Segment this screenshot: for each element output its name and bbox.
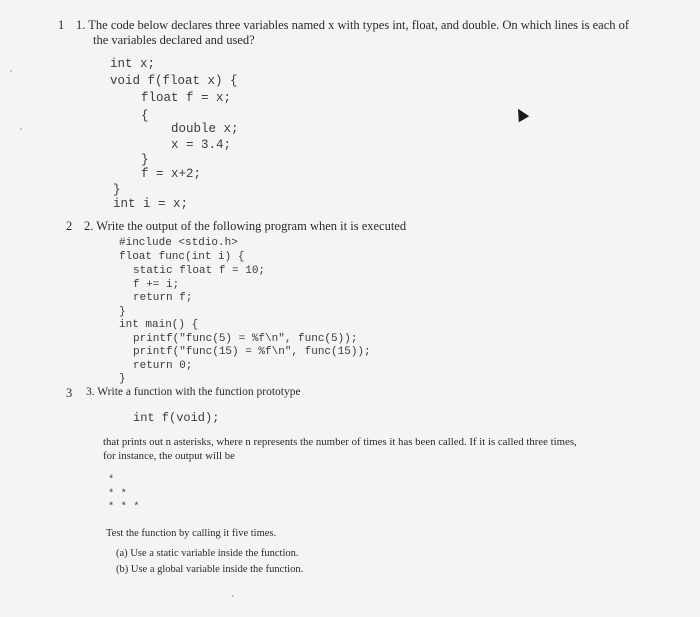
q3-desc-line1: that prints out n asterisks, where n represents the number of times it has been called. If it is called three times, <box>103 436 577 448</box>
q1-code-line: double x; <box>171 122 239 136</box>
q3-part-a: (a) Use a static variable inside the function. <box>116 548 299 559</box>
speck <box>20 128 22 130</box>
q2-heading: 2. Write the output of the following program when it is executed <box>84 219 407 233</box>
q2-code-line: } <box>119 373 126 385</box>
q2-code-line: return f; <box>133 292 193 304</box>
q3-stars-line: * * <box>108 488 127 500</box>
q3-prototype: int f(void); <box>133 411 220 425</box>
speck <box>10 70 12 72</box>
q2-code-line: f += i; <box>133 279 180 291</box>
q2-outer-number: 2 <box>66 219 73 233</box>
q1-text-line1: 1. The code below declares three variables named x with types int, float, and double. On which lines is each of <box>76 18 630 32</box>
q3-stars-line: * * * <box>108 501 140 513</box>
q2-code-line: float func(int i) { <box>119 251 245 263</box>
q3-stars-line: * <box>108 474 115 486</box>
q2-code-line: printf("func(15) = %f\n", func(15)); <box>133 346 371 358</box>
q1-code-line: f = x+2; <box>141 167 202 181</box>
speck <box>232 595 234 597</box>
q1-code-line: float f = x; <box>141 91 232 105</box>
q3-part-b: (b) Use a global variable inside the function. <box>116 564 304 575</box>
q3-desc-line2: for instance, the output will be <box>103 450 235 462</box>
q3-heading: 3. Write a function with the function prototype <box>86 386 301 398</box>
q3-test-instruction: Test the function by calling it five times. <box>106 528 277 539</box>
q1-code-line: x = 3.4; <box>171 138 232 152</box>
q2-code-line: } <box>119 306 126 318</box>
q2-code-line: return 0; <box>133 360 193 372</box>
q1-code-line: int i = x; <box>113 197 189 211</box>
q2-code-line: #include <stdio.h> <box>119 237 238 249</box>
q2-code-line: int main() { <box>119 319 199 331</box>
q1-code-line: } <box>113 183 121 197</box>
q1-code-line: } <box>141 153 149 167</box>
q1-code-line: void f(float x) { <box>110 74 238 88</box>
q1-text-line2: the variables declared and used? <box>93 33 255 47</box>
q2-code-line: printf("func(5) = %f\n", func(5)); <box>133 333 358 345</box>
q1-code-line: { <box>141 109 149 123</box>
q1-outer-number: 1 <box>58 18 65 32</box>
mouse-cursor-icon <box>513 106 529 122</box>
q3-outer-number: 3 <box>66 386 73 400</box>
q1-code-line: int x; <box>110 57 156 71</box>
q2-code-line: static float f = 10; <box>133 265 266 277</box>
